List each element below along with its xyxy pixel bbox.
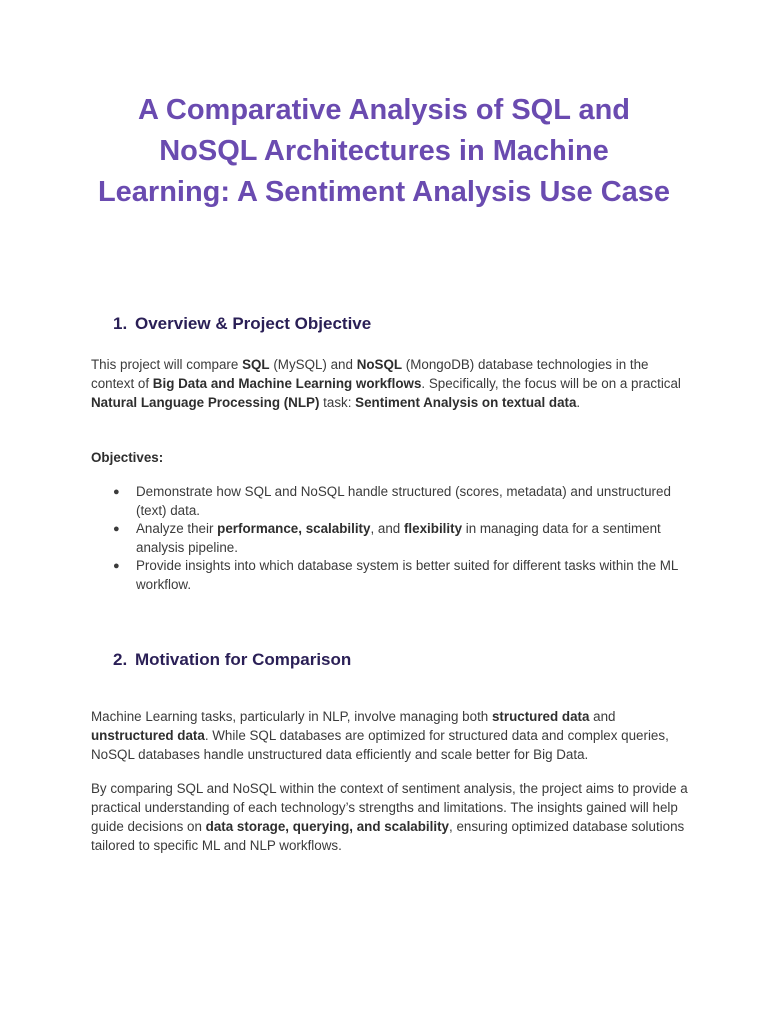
motivation-2-text-1: By comparing SQL and NoSQL within the context of sentiment analysis, the project aims to provide a practical understanding of each technology’s strengths and limitations. The insights gained will help guide decisions on <box>91 781 688 834</box>
section-1-heading <box>113 313 371 335</box>
intro-text-4: . Specifically, the focus will be on a practical <box>421 376 681 391</box>
motivation-paragraph-2 <box>91 779 691 855</box>
intro-bold-sql: SQL <box>242 357 270 372</box>
intro-text-5: task: <box>319 395 356 410</box>
motivation-2-text-2: , ensuring optimized database solutions tailored to specific ML and NLP workflows. <box>91 819 685 853</box>
objective-item-2-bold-2: flexibility <box>403 521 463 536</box>
objectives-list <box>91 483 691 594</box>
motivation-1-text-2: and <box>589 709 616 724</box>
bullet-icon: ● <box>113 560 120 572</box>
objective-item-1-text: Demonstrate how SQL and NoSQL handle structured (scores, metadata) and unstructured (text) data. <box>136 484 671 518</box>
motivation-1-text-1: Machine Learning tasks, particularly in NLP, involve managing both <box>91 709 492 724</box>
intro-text-6: . <box>576 395 581 410</box>
section-2-heading <box>113 649 351 671</box>
intro-bold-bigdata: Big Data and Machine Learning workflows <box>152 376 422 391</box>
objective-item-2-bold-1: performance, scalability <box>217 521 371 536</box>
intro-bold-sentiment: Sentiment Analysis on textual data <box>355 395 577 410</box>
objective-item <box>91 557 691 594</box>
bullet-icon: ● <box>113 523 120 535</box>
section-1-number: 1. <box>113 314 128 333</box>
intro-text-2: (MySQL) and <box>269 357 357 372</box>
objective-item-2-text-1: Analyze their <box>136 521 218 536</box>
section-1-heading-text: Overview & Project Objective <box>135 314 372 333</box>
intro-text-1: This project will compare <box>91 357 243 372</box>
objective-item-3-text: Provide insights into which database system is better suited for different tasks within the ML workflow. <box>136 558 678 592</box>
section-2-heading-text: Motivation for Comparison <box>135 650 352 669</box>
section-1-intro-paragraph <box>91 355 691 412</box>
intro-bold-nosql: NoSQL <box>356 357 403 372</box>
objective-item <box>91 483 691 520</box>
bullet-icon: ● <box>113 486 120 498</box>
objective-item-2-text-2: , and <box>370 521 404 536</box>
motivation-paragraph-1 <box>91 707 691 764</box>
document-title: A Comparative Analysis of SQL and NoSQL Architectures in Machine Learning: A Sentiment Analysis Use Case <box>97 94 671 208</box>
motivation-1-bold-structured: structured data <box>491 709 590 724</box>
motivation-1-text-3: . While SQL databases are optimized for structured data and complex queries, NoSQL databases handle unstructured data efficiently and scale better for Big Data. <box>91 728 669 762</box>
section-2-number: 2. <box>113 650 128 669</box>
objectives-label: Objectives: <box>91 450 164 465</box>
intro-bold-nlp: Natural Language Processing (NLP) <box>91 395 320 410</box>
objectives-label-paragraph <box>91 448 691 467</box>
intro-text-3: (MongoDB) database technologies in the context of <box>91 357 649 391</box>
motivation-2-bold: data storage, querying, and scalability <box>205 819 449 834</box>
objective-item <box>91 520 691 557</box>
objective-item-2-text-3: in managing data for a sentiment analysis pipeline. <box>136 521 661 555</box>
motivation-1-bold-unstructured: unstructured data <box>91 728 205 743</box>
